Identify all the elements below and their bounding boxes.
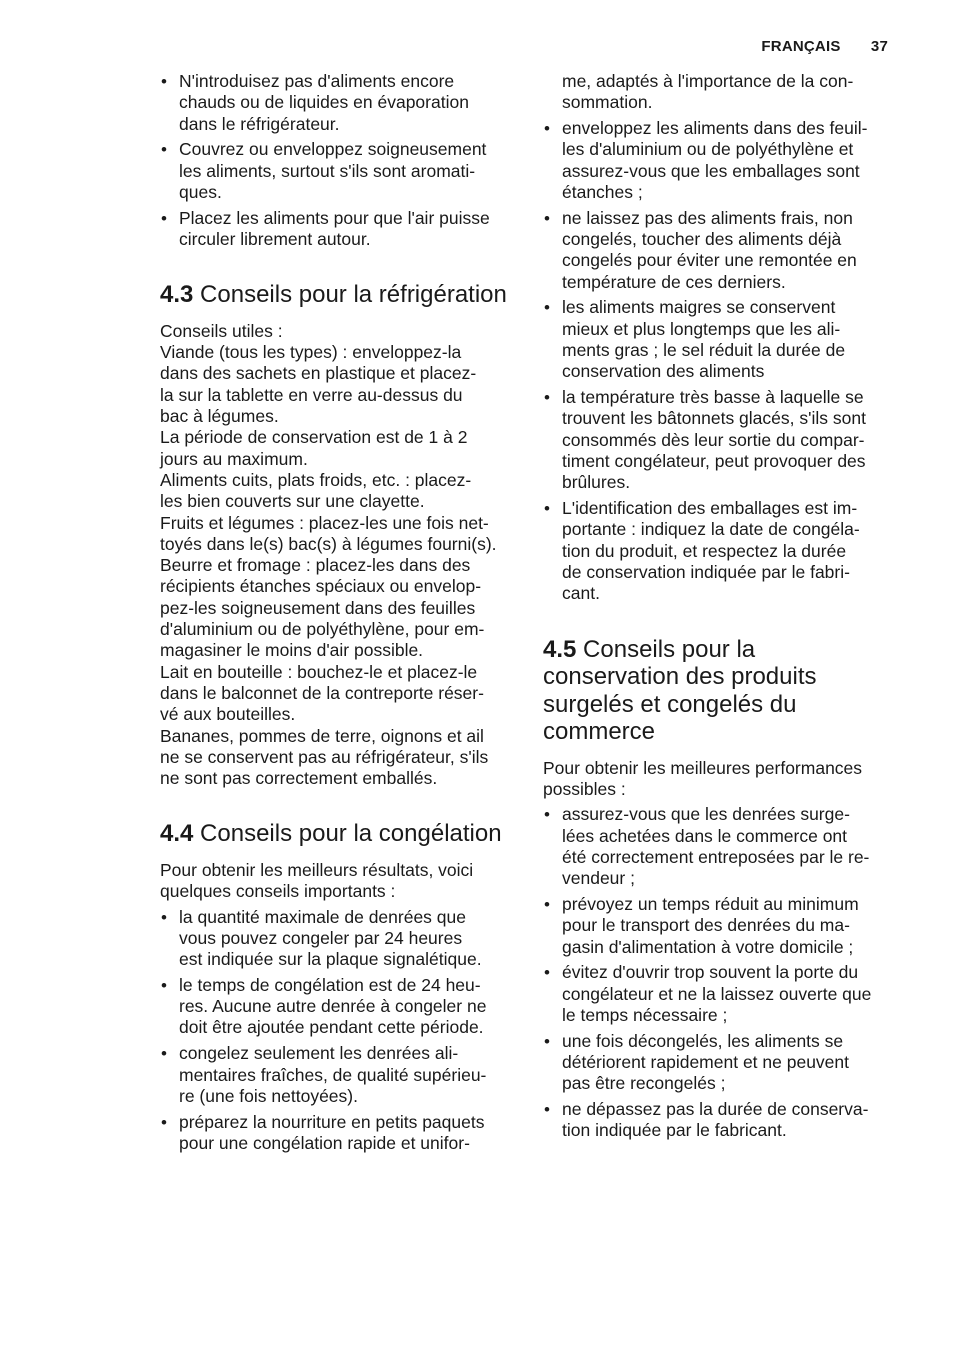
left-column [160, 71, 516, 1159]
section-title: Conseils pour la congélation [200, 820, 502, 848]
list-item: • le temps de congélation est de 24 heu- res. Aucune autre denrée à congeler ne doit être ajoutée pendant cette période. [160, 975, 516, 1039]
list-item: • ne dépassez pas la durée de conserva- tion indiquée par le fabricant. [543, 1099, 899, 1142]
page-header [761, 38, 888, 55]
section-number: 4.5 [543, 635, 577, 663]
list-item: • congelez seulement les denrées ali- mentaires fraîches, de qualité supérieu- re (une fois nettoyées). [160, 1043, 516, 1107]
section-intro: Pour obtenir les meilleures performances possibles : [543, 757, 863, 799]
list-item: • enveloppez les aliments dans des feuil- les d'aluminium ou de polyéthylène et assurez-vous que les emballages sont étanches ; [543, 118, 899, 203]
section-intro: Pour obtenir les meilleurs résultats, voici quelques conseils importants : [160, 859, 474, 902]
section-heading-4-5 [543, 636, 899, 746]
section-number: 4.4 [160, 820, 194, 848]
section-body: Conseils utiles : Viande (tous les types) : enveloppez-la dans des sachets en plastique et placez- la sur la tablette en verre au-dessus du bac à légumes. La période de conservation est de 1 à 2 jours au maximum. Aliments cuits, plats froids, etc. : placez- les bien couverts sur une clayette. Fruits et légumes : placez-les une fois net- toyés dans le(s) bac(s) à légumes fourni(s). Beurre et fromage : placez-les dans des récipients étanches spéciaux ou envelop- pez-les soigneusement dans des feuilles d'aluminium ou de polyéthylène, pour em- magasiner le moins d'air possible. Lait en bouteille : bouchez-le et placez-le dans le balconnet de la contreporte réser- vé aux bouteilles. Bananes, pommes de terre, oignons et ail ne se conservent pas au réfrigérateur, s'ils ne sont pas correctement emballés. [160, 320, 497, 789]
freezing-tips-list-continued [543, 118, 899, 605]
list-item: • assurez-vous que les denrées surge- lées achetées dans le commerce ont été correctement entreposées par le re- vendeur ; [543, 804, 899, 889]
section-heading-4-4 [160, 820, 516, 848]
list-item: • les aliments maigres se conservent mieux et plus longtemps que les ali- ments gras ; le sel réduit la durée de conservation des aliments [543, 297, 899, 382]
page-number: 37 [870, 38, 888, 55]
intro-bullet-list [160, 71, 516, 250]
list-item: • N'introduisez pas d'aliments encore chauds ou de liquides en évaporation dans le réfrigérateur. [160, 71, 516, 135]
section-title: Conseils pour la conservation des produits surgelés et congelés du commerce [543, 635, 817, 746]
list-item-continuation: me, adaptés à l'importance de la con- sommation. [562, 71, 854, 113]
list-item: • la température très basse à laquelle se trouvent les bâtonnets glacés, s'ils sont consommés dès leur sortie du compar- timent congélateur, peut provoquer des brûlures. [543, 387, 899, 493]
section-title: Conseils pour la réfrigération [200, 281, 507, 309]
frozen-products-tips-list [543, 804, 899, 1141]
list-item: • ne laissez pas des aliments frais, non congelés, toucher des aliments déjà congelés pour éviter une remontée en température de ces derniers. [543, 208, 899, 293]
list-item: • Placez les aliments pour que l'air puisse circuler librement autour. [160, 208, 516, 251]
list-item: • évitez d'ouvrir trop souvent la porte du congélateur et ne la laissez ouverte que le temps nécessaire ; [543, 962, 899, 1026]
right-column [543, 71, 899, 1146]
language-label: FRANÇAIS [761, 38, 841, 55]
section-heading-4-3 [160, 281, 516, 309]
list-item: • préparez la nourriture en petits paquets pour une congélation rapide et unifor- [160, 1112, 516, 1155]
list-item: • L'identification des emballages est im- portante : indiquez la date de congéla- tion du produit, et respectez la durée de conservation indiquée par le fabri- cant. [543, 498, 899, 604]
list-item: • prévoyez un temps réduit au minimum pour le transport des denrées du ma- gasin d'alimentation à votre domicile ; [543, 894, 899, 958]
list-item: • la quantité maximale de denrées que vous pouvez congeler par 24 heures est indiquée sur la plaque signalétique. [160, 907, 516, 971]
list-item: • une fois décongelés, les aliments se détériorent rapidement et ne peuvent pas être recongelés ; [543, 1031, 899, 1095]
freezing-tips-list [160, 907, 516, 1155]
section-number: 4.3 [160, 281, 194, 309]
list-item: • Couvrez ou enveloppez soigneusement les aliments, surtout s'ils sont aromati- ques. [160, 139, 516, 203]
